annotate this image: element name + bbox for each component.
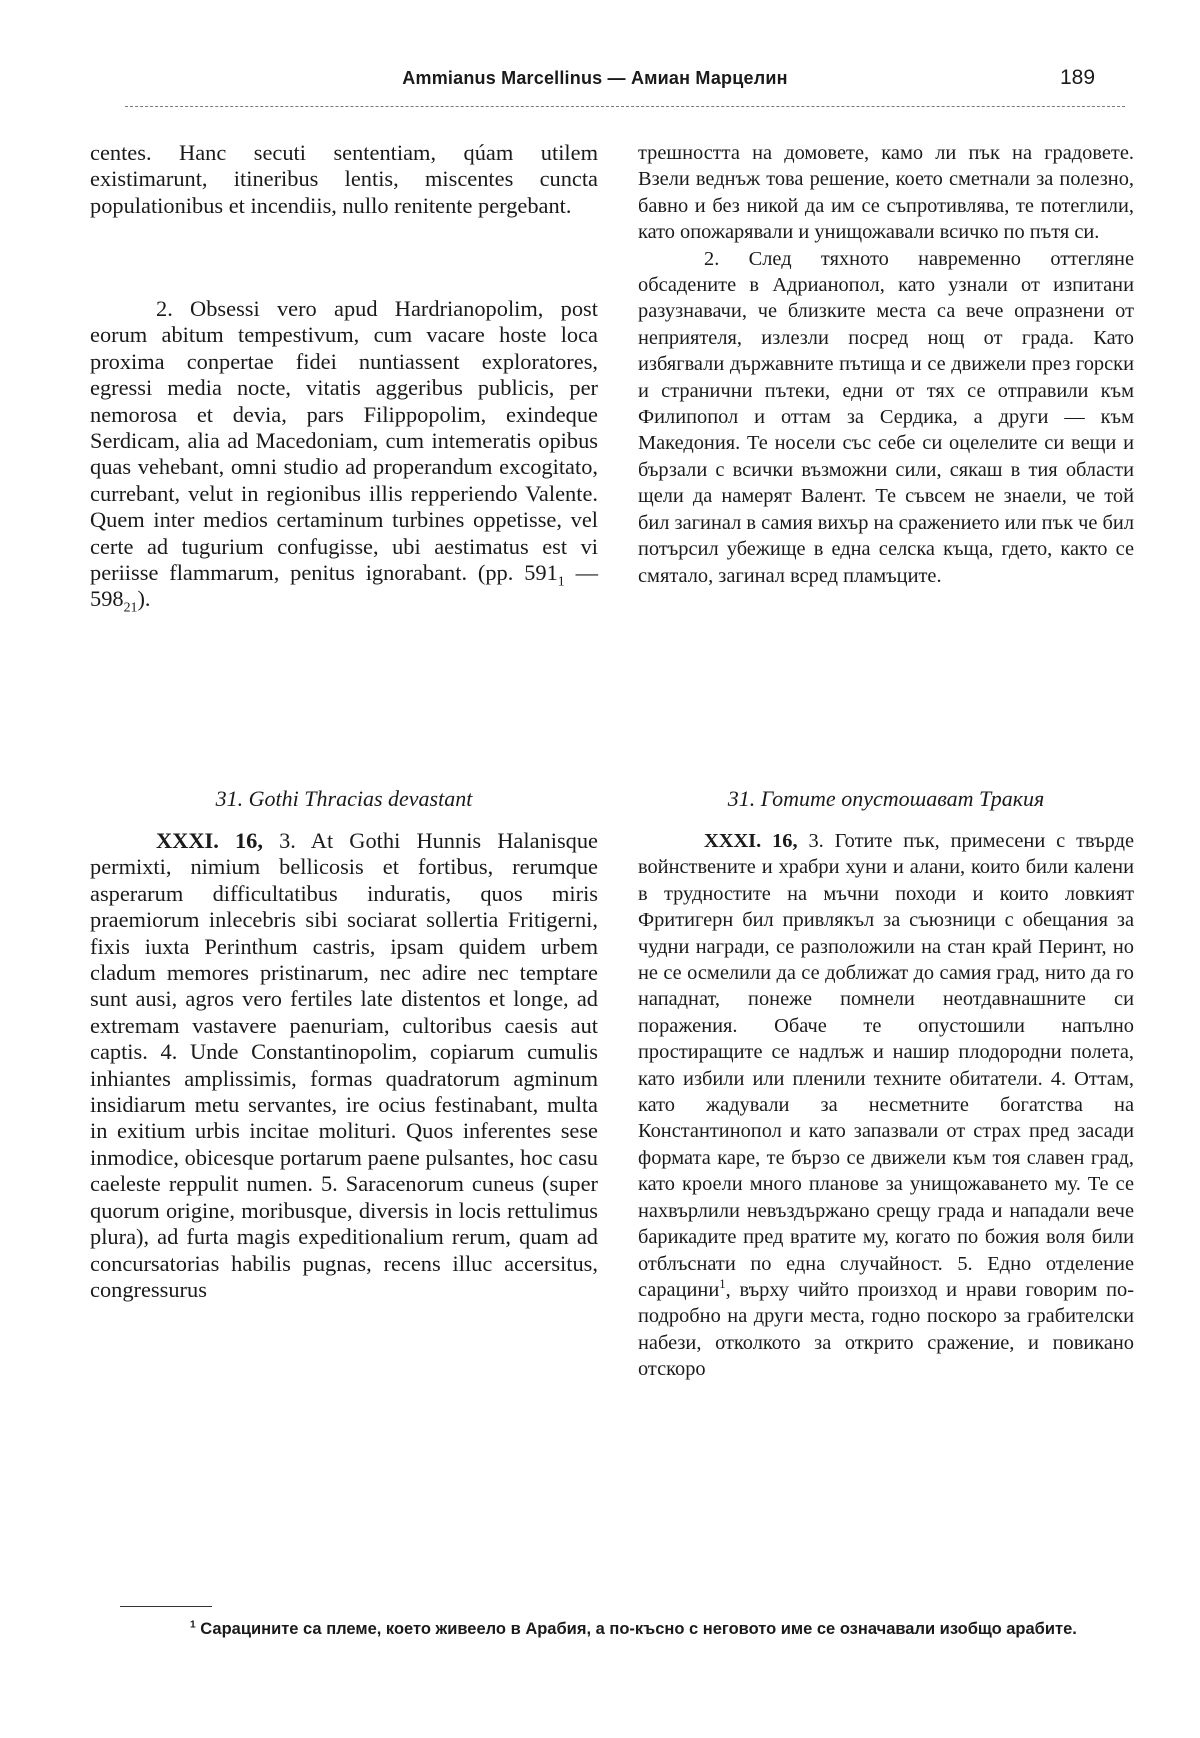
header-rule: [125, 106, 1125, 107]
bulgarian-paragraph-1: трешността на домовете, камо ли пък на градовете. Взели веднъж това решение, което сметнали за полезно, бавно и без никой да им се съпротивлява, те потеглили, като опожарявали и унищожавали всичко по пътя си.: [638, 142, 1134, 244]
footnote: [72, 1617, 1132, 1642]
latin-section-heading: 31. Gothi Thracias devastant: [215, 786, 473, 811]
page-ref-mid: — 598: [90, 560, 598, 612]
page-ref-sub-2: 21: [123, 600, 138, 616]
latin-column-lower: [90, 828, 598, 1303]
footnote-marker-inline: 1: [719, 1277, 726, 1292]
bulgarian-paragraph-3-text-a: 3. Готите пък, примесени с твърде войнствените и храбри хуни и алани, които били калени в трудностите на мъчни походи и които ловкият Фритигерн бил привлякъл за съюзници с обещания за чудни награди, се разположили на стан край Перинт, но не се осмелили да се доближат до самия град, нито да го нападнат, понеже помнели неотдавнашните си поражения. Обаче те опустошили напълно простиращите се надлъж и нашир плодородни полета, като избили или пленили техните обитатели. 4. Оттам, като жадували за несметните богатства на Константинопол и като запазвали от страх пред засади формата каре, те бързо се движели към тоя славен град, като кроели много планове за унищожаването му. Те се нахвърлили невъздържано срещу града и нападали вече барикадите пред вратите му, когато по божия воля били отблъснати по една случайност. 5. Едно отделение сарацини: [638, 830, 1134, 1301]
page-number: 189: [1060, 66, 1096, 89]
running-title: Ammianus Marcellinus — Амиан Марцелин: [402, 68, 788, 88]
bulgarian-book-reference: XXXI. 16,: [704, 830, 798, 852]
footnote-body: Сарацините са племе, което живеело в Арабия, а по-късно с неговото име се означавали изобщо арабите.: [195, 1620, 1077, 1638]
latin-paragraph-2: [90, 296, 598, 616]
bulgarian-paragraph-3: [638, 828, 1134, 1383]
latin-paragraph-3: [90, 828, 598, 1303]
bulgarian-paragraph-3-text-b: , върху чийто произход и нрави говорим по-подробно на други места, годно поскоро за грабителски набези, отколкото за открито сражение, и повикано отскоро: [638, 1278, 1134, 1381]
footnote-text: [72, 1617, 1132, 1642]
page-ref-end: ).: [137, 586, 151, 612]
latin-column-middle: [90, 296, 598, 616]
bulgarian-column-lower: [638, 828, 1134, 1383]
page-ref-sub-1: 1: [557, 574, 565, 590]
page-header: [0, 68, 1200, 108]
footnote-rule: [120, 1606, 212, 1607]
latin-paragraph-1: centes. Hanc secuti sententiam, qúam utilem existimarunt, itineribus lentis, miscentes cuncta populationibus et incendiis, nullo renitente pergebant.: [90, 140, 598, 218]
bulgarian-section-heading: 31. Готите опустошават Тракия: [727, 786, 1045, 811]
latin-column-upper: [90, 140, 598, 219]
latin-paragraph-2-text: 2. Obsessi vero apud Hardrianopolim, post eorum abitum tempestivum, cum vacare hoste loca proxima conpertae fidei nuntiassent exploratores, egressi media nocte, vitatis aggeribus publicis, per nemorosa et devia, pars Filippopolim, exindeque Serdicam, alia ad Macedoniam, cum intemeratis opibus quas vehebant, omni studio ad properandum excogitato, currebant, velut in regionibus illis repperiendo Valente. Quem inter medios certaminum turbines oppetisse, vel certe ad tugurium confugisse, ubi aestimatus est vi periisse flammarum, penitus ignorabant. (pp. 591: [90, 296, 598, 586]
bulgarian-column-upper: [638, 140, 1134, 589]
latin-paragraph-3-text: 3. At Gothi Hunnis Halanisque permixti, nimium bellicosis et fortibus, rerumque asperarum difficultatibus induratis, quos miris praemiorum inlecebris sibi sociarat sollertia Fritigerni, fixis iuxta Perinthum castris, ipsam quidem urbem cladum memores pristinarum, nec adire nec temptare sunt ausi, agros vero fertiles late distentos et longe, ad extremam vastavere paenuriam, cultoribus caesis aut captis. 4. Unde Constantinopolim, copiarum cumulis inhiantes amplissimis, formas quadratorum agminum insidiarum metu servantes, ire ocius festinabant, multa in exitium urbis incitae molituri. Quos inferentes sese inmodice, obicesque portarum paene pulsantes, hoc casu caeleste reppulit numen. 5. Saracenorum cuneus (super quorum origine, moribusque, diversis in locis rettulimus plura), ad furta magis expeditionalium rerum, quam ad concursatorias habilis pugnas, recens illuc accersitus, congressurus: [90, 828, 598, 1302]
latin-book-reference: XXXI. 16,: [156, 828, 263, 853]
bulgarian-paragraph-2: 2. След тяхното навременно оттегляне обсадените в Адрианопол, като узнали от изпитани разузнавачи, че близките места са вече опразнени от неприятеля, излезли посред нощ от града. Като избягвали държавните пътища и се движели през горски и странични пътеки, едни от тях се отправили към Филипопол и оттам за Сердика, а други — към Македония. Те носели със себе си оцелелите си вещи и бързали с всички възможни сили, сякаш в тия области щели да намерят Валент. Те съвсем не знаели, че той бил загинал в самия вихър на сражението или пък че бил потърсил убежище в една селска къща, гдето, както се смятало, загинал всред пламъците.: [638, 247, 1134, 587]
footnote-marker: 1: [190, 1619, 196, 1631]
